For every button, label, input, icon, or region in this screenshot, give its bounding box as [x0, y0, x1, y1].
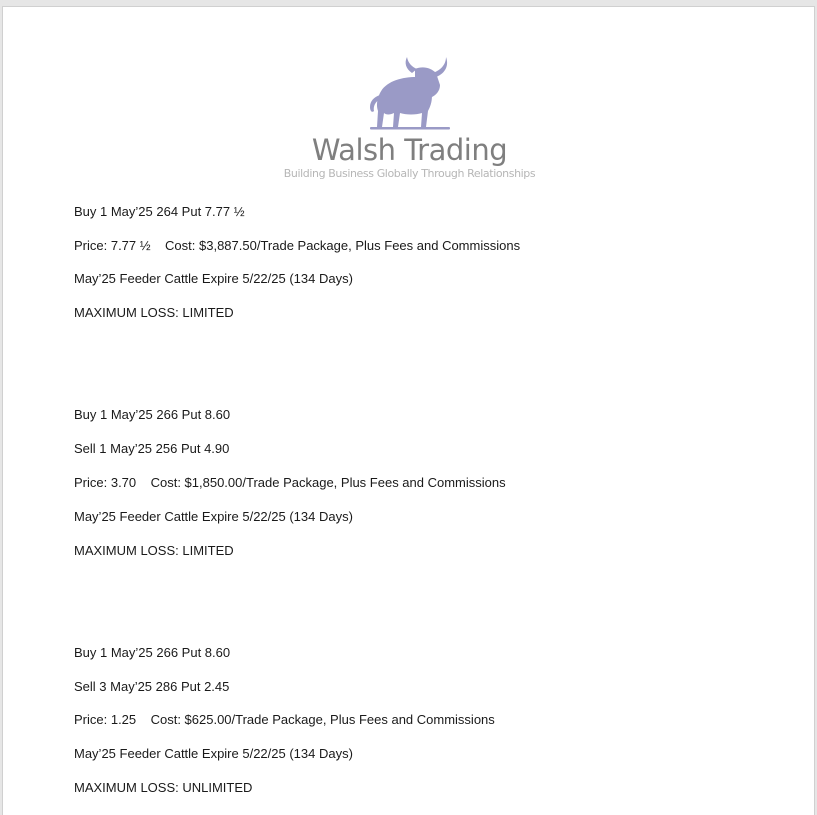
- trade-1-line-4: MAXIMUM LOSS: LIMITED: [74, 305, 234, 320]
- trade-2-line-1: Buy 1 May’25 266 Put 8.60: [74, 407, 231, 422]
- trade-3-line-2: Sell 3 May’25 286 Put 2.45: [74, 679, 230, 694]
- trade-3-line-1: Buy 1 May’25 266 Put 8.60: [74, 645, 231, 660]
- brand-tagline: Building Business Globally Through Relationships: [283, 167, 536, 180]
- trade-2-line-3: Price: 3.70 Cost: $1,850.00/Trade Package, Plus Fees and Commissions: [74, 475, 506, 490]
- company-logo: [3, 53, 816, 181]
- trade-2-line-2: Sell 1 May’25 256 Put 4.90: [74, 441, 230, 456]
- trade-3-line-4: May’25 Feeder Cattle Expire 5/22/25 (134 Days): [74, 746, 353, 761]
- trade-2-line-4: May’25 Feeder Cattle Expire 5/22/25 (134 Days): [74, 509, 353, 524]
- trade-1-line-3: May’25 Feeder Cattle Expire 5/22/25 (134 Days): [74, 271, 353, 286]
- document-page: [2, 6, 815, 815]
- brand-name: Walsh Trading: [311, 133, 508, 167]
- trade-3-line-5: MAXIMUM LOSS: UNLIMITED: [74, 780, 253, 795]
- trade-1-line-2: Price: 7.77 ½ Cost: $3,887.50/Trade Package, Plus Fees and Commissions: [74, 238, 521, 253]
- bull-icon: [360, 53, 460, 131]
- trade-1-line-1: Buy 1 May’25 264 Put 7.77 ½: [74, 204, 245, 219]
- trade-2-line-5: MAXIMUM LOSS: LIMITED: [74, 543, 234, 558]
- trade-3-line-3: Price: 1.25 Cost: $625.00/Trade Package, Plus Fees and Commissions: [74, 712, 495, 727]
